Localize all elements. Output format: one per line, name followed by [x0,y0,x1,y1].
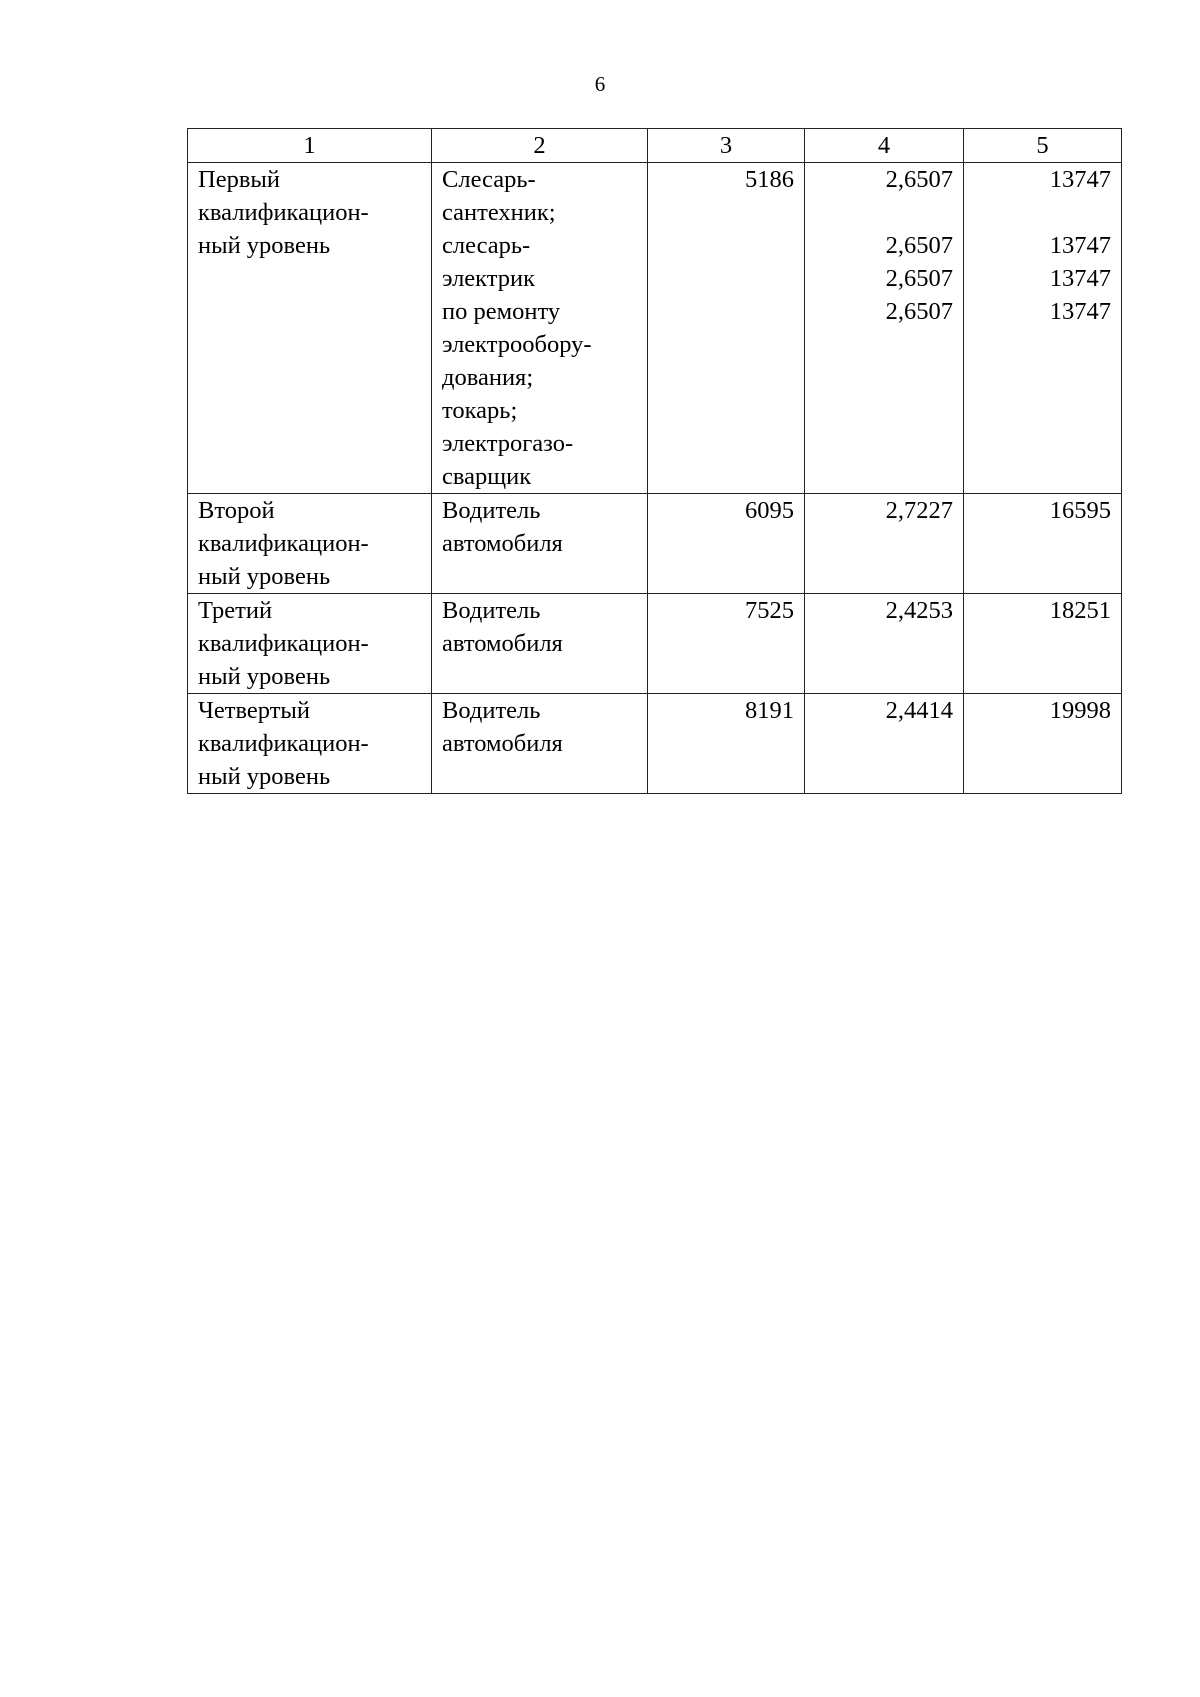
cell-qualification-level-line: ный уровень [198,663,331,690]
cell-qualification-level [188,163,432,494]
cell-coefficient-line: 2,4414 [885,697,953,724]
cell-qualification-level [188,694,432,794]
cell-qualification-level-line: квалификацион- [198,199,369,226]
cell-base-salary-line: 6095 [745,497,794,524]
cell-salary-line: 13747 [1049,232,1111,259]
cell-salary [964,594,1122,694]
cell-base-salary-line: 8191 [745,697,794,724]
cell-coefficient [805,694,964,794]
cell-positions-line: Слесарь- [442,166,536,193]
cell-positions-line: автомобиля [442,530,563,557]
cell-positions-line: Водитель [442,497,541,524]
cell-qualification-level-line: Первый [198,166,280,193]
cell-coefficient [805,494,964,594]
cell-positions-line: дования; [442,364,534,391]
cell-salary-line: 13747 [1049,298,1111,325]
cell-positions-line: автомобиля [442,730,563,757]
cell-base-salary [648,594,805,694]
salary-table [187,128,1122,794]
cell-base-salary [648,163,805,494]
cell-positions-line: электрик [442,265,536,292]
cell-salary-line: 16595 [1049,497,1111,524]
cell-qualification-level-line: ный уровень [198,763,331,790]
cell-positions-line: сантехник; [442,199,556,226]
cell-coefficient-line: 2,4253 [885,597,953,624]
cell-qualification-level-line: Четвертый [198,697,311,724]
cell-base-salary [648,694,805,794]
column-header-1: 1 [188,129,432,163]
cell-salary-line: 13747 [1049,166,1111,193]
cell-positions-line: слесарь- [442,232,531,259]
cell-salary-line: 19998 [1049,697,1111,724]
cell-coefficient-line: 2,6507 [885,265,953,292]
cell-positions-line: Водитель [442,697,541,724]
cell-positions [432,163,648,494]
cell-coefficient-line: 2,6507 [885,298,953,325]
cell-salary [964,694,1122,794]
table-row [188,594,1122,694]
cell-positions-line: автомобиля [442,630,563,657]
cell-qualification-level-line: квалификацион- [198,730,369,757]
column-header-3: 3 [648,129,805,163]
table-row [188,694,1122,794]
cell-salary-line [974,196,1111,229]
cell-coefficient-line: 2,7227 [885,497,953,524]
cell-positions [432,594,648,694]
cell-qualification-level-line: ный уровень [198,232,331,259]
cell-positions-line: электрогазо- [442,430,574,457]
cell-base-salary-line: 5186 [745,166,794,193]
cell-positions-line: электрообору- [442,331,592,358]
cell-coefficient-line: 2,6507 [885,166,953,193]
cell-qualification-level-line: квалификацион- [198,530,369,557]
column-header-4: 4 [805,129,964,163]
cell-salary-line: 13747 [1049,265,1111,292]
cell-positions-line: Водитель [442,597,541,624]
cell-qualification-level-line: квалификацион- [198,630,369,657]
cell-positions-line: токарь; [442,397,518,424]
cell-salary [964,163,1122,494]
cell-base-salary [648,494,805,594]
table-row [188,163,1122,494]
cell-coefficient [805,163,964,494]
table-body [188,163,1122,794]
cell-qualification-level [188,594,432,694]
cell-coefficient [805,594,964,694]
table-row [188,494,1122,594]
cell-positions-line: по ремонту [442,298,561,325]
cell-coefficient-line [815,196,953,229]
cell-coefficient-line: 2,6507 [885,232,953,259]
column-header-2: 2 [432,129,648,163]
table-header [188,129,1122,163]
cell-positions [432,494,648,594]
cell-qualification-level-line: ный уровень [198,563,331,590]
cell-salary [964,494,1122,594]
cell-positions-line: сварщик [442,463,532,490]
cell-qualification-level-line: Второй [198,497,275,524]
cell-base-salary-line: 7525 [745,597,794,624]
cell-qualification-level [188,494,432,594]
column-header-5: 5 [964,129,1122,163]
cell-qualification-level-line: Третий [198,597,273,624]
page-number: 6 [594,72,606,96]
cell-salary-line: 18251 [1049,597,1111,624]
header-row [188,129,1122,163]
cell-positions [432,694,648,794]
